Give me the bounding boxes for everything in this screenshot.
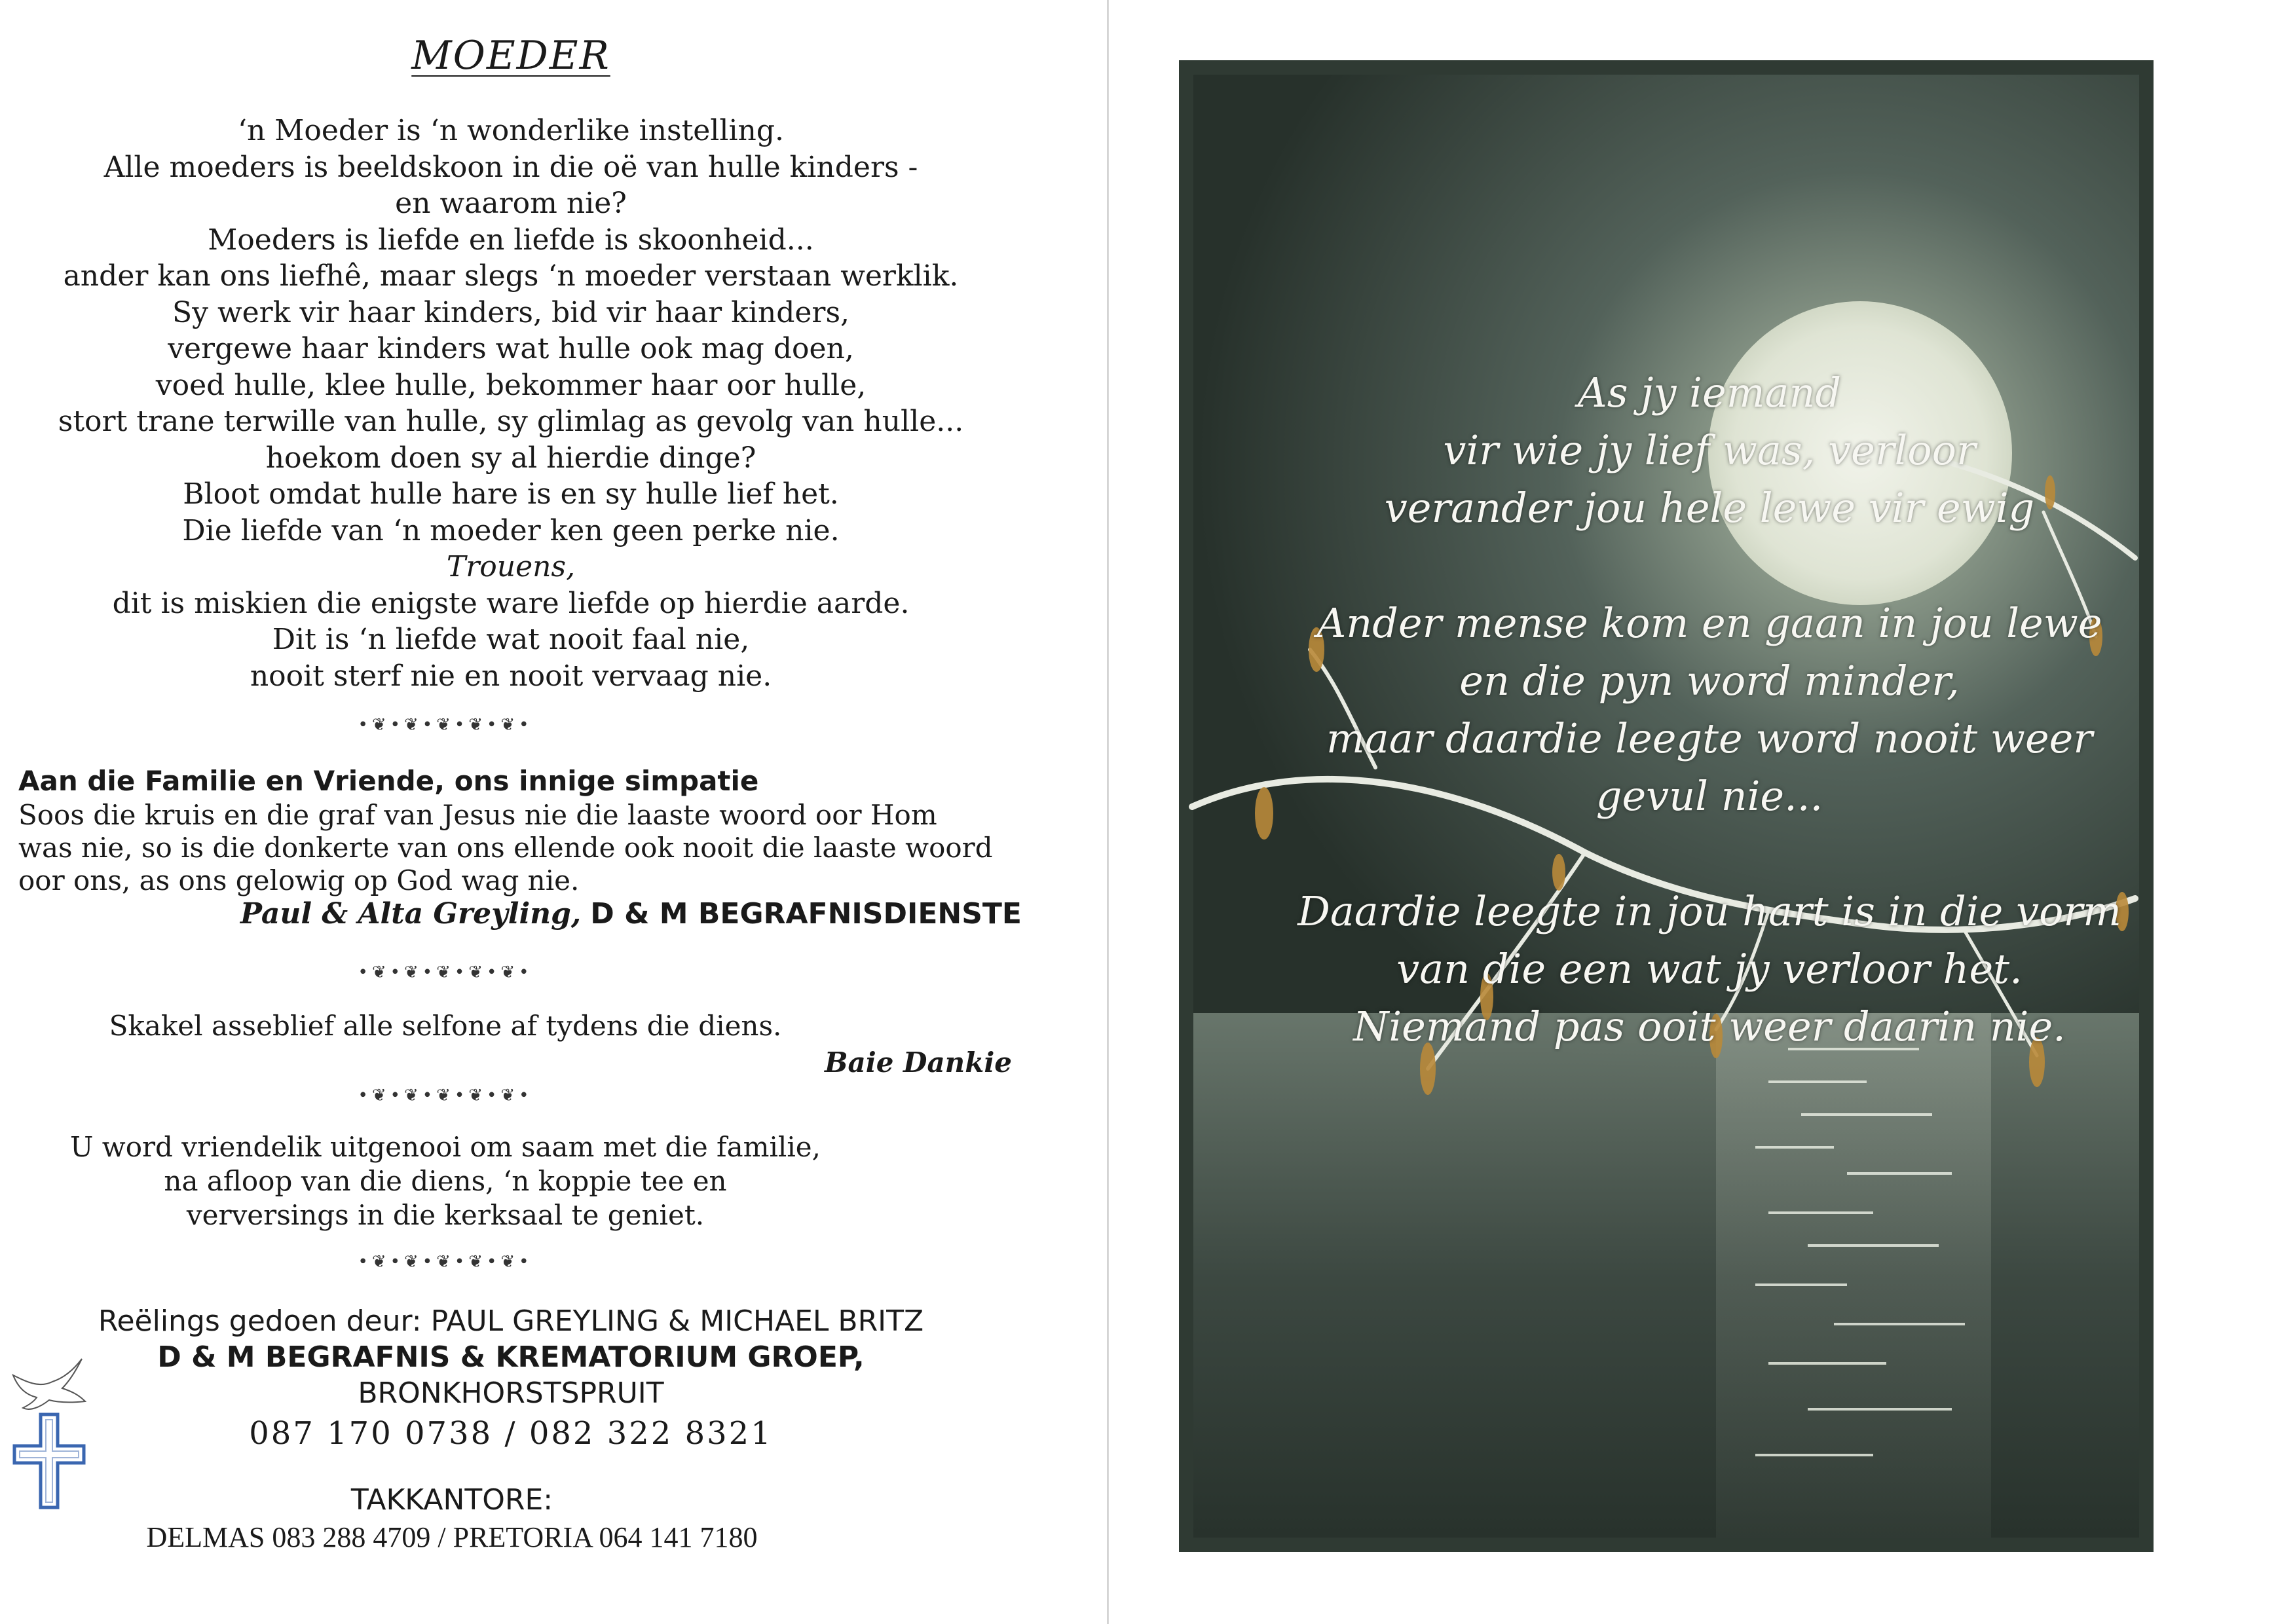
ornament-divider: •❦•❦•❦•❦•❦• <box>358 963 533 982</box>
poem-line: dit is miskien die enigste ware liefde op hierdie aarde. <box>112 586 910 620</box>
invitation-line: U word vriendelik uitgenooi om saam met die familie, <box>70 1131 821 1163</box>
verse-line: en die pyn word minder, <box>1459 657 1960 705</box>
poem-line: ‘n Moeder is ‘n wonderlike instelling. <box>237 114 785 147</box>
poem-line: hoekom doen sy al hierdie dinge? <box>265 441 756 475</box>
poem-line: Sy werk vir haar kinders, bid vir haar kinders, <box>172 295 850 329</box>
company-phones: 087 170 0738 / 082 322 8321 <box>249 1415 773 1452</box>
company-name: D & M BEGRAFNIS & KREMATORIUM GROEP, <box>157 1340 865 1374</box>
sympathy-line: oor ons, as ons gelowig op God wag nie. <box>18 864 580 896</box>
signature-names: Paul & Alta Greyling, <box>240 897 582 931</box>
verse-gap <box>1271 537 2148 595</box>
invitation-line: verversings in die kerksaal te geniet. <box>186 1199 705 1231</box>
poem-line: Bloot omdat hulle hare is en sy hulle lief het. <box>183 477 839 511</box>
poem-line: en waarom nie? <box>395 187 627 220</box>
page-fold <box>1107 0 1109 1624</box>
branches-contacts: DELMAS 083 288 4709 / PRETORIA 064 141 7180 <box>146 1521 758 1553</box>
verse-line: Daardie leegte in jou hart is in die vorm <box>1297 887 2121 935</box>
left-page <box>0 0 1107 1624</box>
poem-line: Alle moeders is beeldskoon in die oë van hulle kinders - <box>103 150 918 184</box>
poem-line: ander kan ons liefhê, maar slegs ‘n moeder verstaan werklik. <box>63 259 959 293</box>
poem-line: Moeders is liefde en liefde is skoonheid... <box>208 223 814 257</box>
dove-icon <box>13 1359 85 1409</box>
ornament-divider: •❦•❦•❦•❦•❦• <box>358 1252 533 1272</box>
thanks-text: Baie Dankie <box>825 1046 1012 1079</box>
arrangements-line: Reëlings gedoen deur: PAUL GREYLING & MICHAEL BRITZ <box>98 1304 924 1338</box>
sympathy-heading: Aan die Familie en Vriende, ons innige simpatie <box>18 765 759 797</box>
sympathy-line: was nie, so is die donkerte van ons ellende ook nooit die laaste woord <box>18 832 993 864</box>
verse-line: Ander mense kom en gaan in jou lewe <box>1316 599 2102 647</box>
poem-body <box>13 113 1009 694</box>
sympathy-signature <box>240 897 1022 931</box>
poem-line: Die liefde van ‘n moeder ken geen perke nie. <box>182 513 840 547</box>
branches-heading: TAKKANTORE: <box>350 1483 553 1517</box>
signature-firm: D & M BEGRAFNISDIENSTE <box>590 897 1022 931</box>
ornament-divider: •❦•❦•❦•❦•❦• <box>358 715 533 735</box>
verse-line: vir wie jy lief was, verloor <box>1443 426 1976 474</box>
verse-line: gevul nie... <box>1595 772 1823 820</box>
verse-line: van die een wat jy verloor het. <box>1396 945 2023 993</box>
poem-line: voed hulle, klee hulle, bekommer haar oor hulle, <box>155 368 867 402</box>
sympathy-line: Soos die kruis en die graf van Jesus nie die laaste woord oor Hom <box>18 799 937 831</box>
verse-gap <box>1271 825 2148 883</box>
company-town: BRONKHORSTSPRUIT <box>358 1376 664 1410</box>
poem-line: Dit is ‘n liefde wat nooit faal nie, <box>272 623 750 656</box>
verse-line: verander jou hele lewe vir ewig <box>1384 484 2035 532</box>
verse-line: Niemand pas ooit weer daarin nie. <box>1353 1003 2066 1050</box>
poem-line: vergewe haar kinders wat hulle ook mag doen, <box>168 332 854 365</box>
arrangements <box>0 1303 1022 1456</box>
sympathy-body <box>18 799 1040 897</box>
ornament-divider: •❦•❦•❦•❦•❦• <box>358 1086 533 1105</box>
verse-line: As jy iemand <box>1577 369 1842 416</box>
poem-title: MOEDER <box>411 33 610 79</box>
verse-line: maar daardie leegte word nooit weer <box>1326 714 2093 762</box>
poem-line: stort trane terwille van hulle, sy glimlag as gevolg van hulle... <box>58 405 964 438</box>
poem-line: Trouens, <box>446 550 576 583</box>
invitation <box>0 1130 891 1232</box>
invitation-line: na afloop van die diens, ‘n koppie tee en <box>164 1165 727 1197</box>
memorial-verse <box>1271 364 2148 1056</box>
poem-line: nooit sterf nie en nooit vervaag nie. <box>250 659 772 693</box>
phones-off-note: Skakel asseblief alle selfone af tydens die diens. <box>109 1010 782 1042</box>
